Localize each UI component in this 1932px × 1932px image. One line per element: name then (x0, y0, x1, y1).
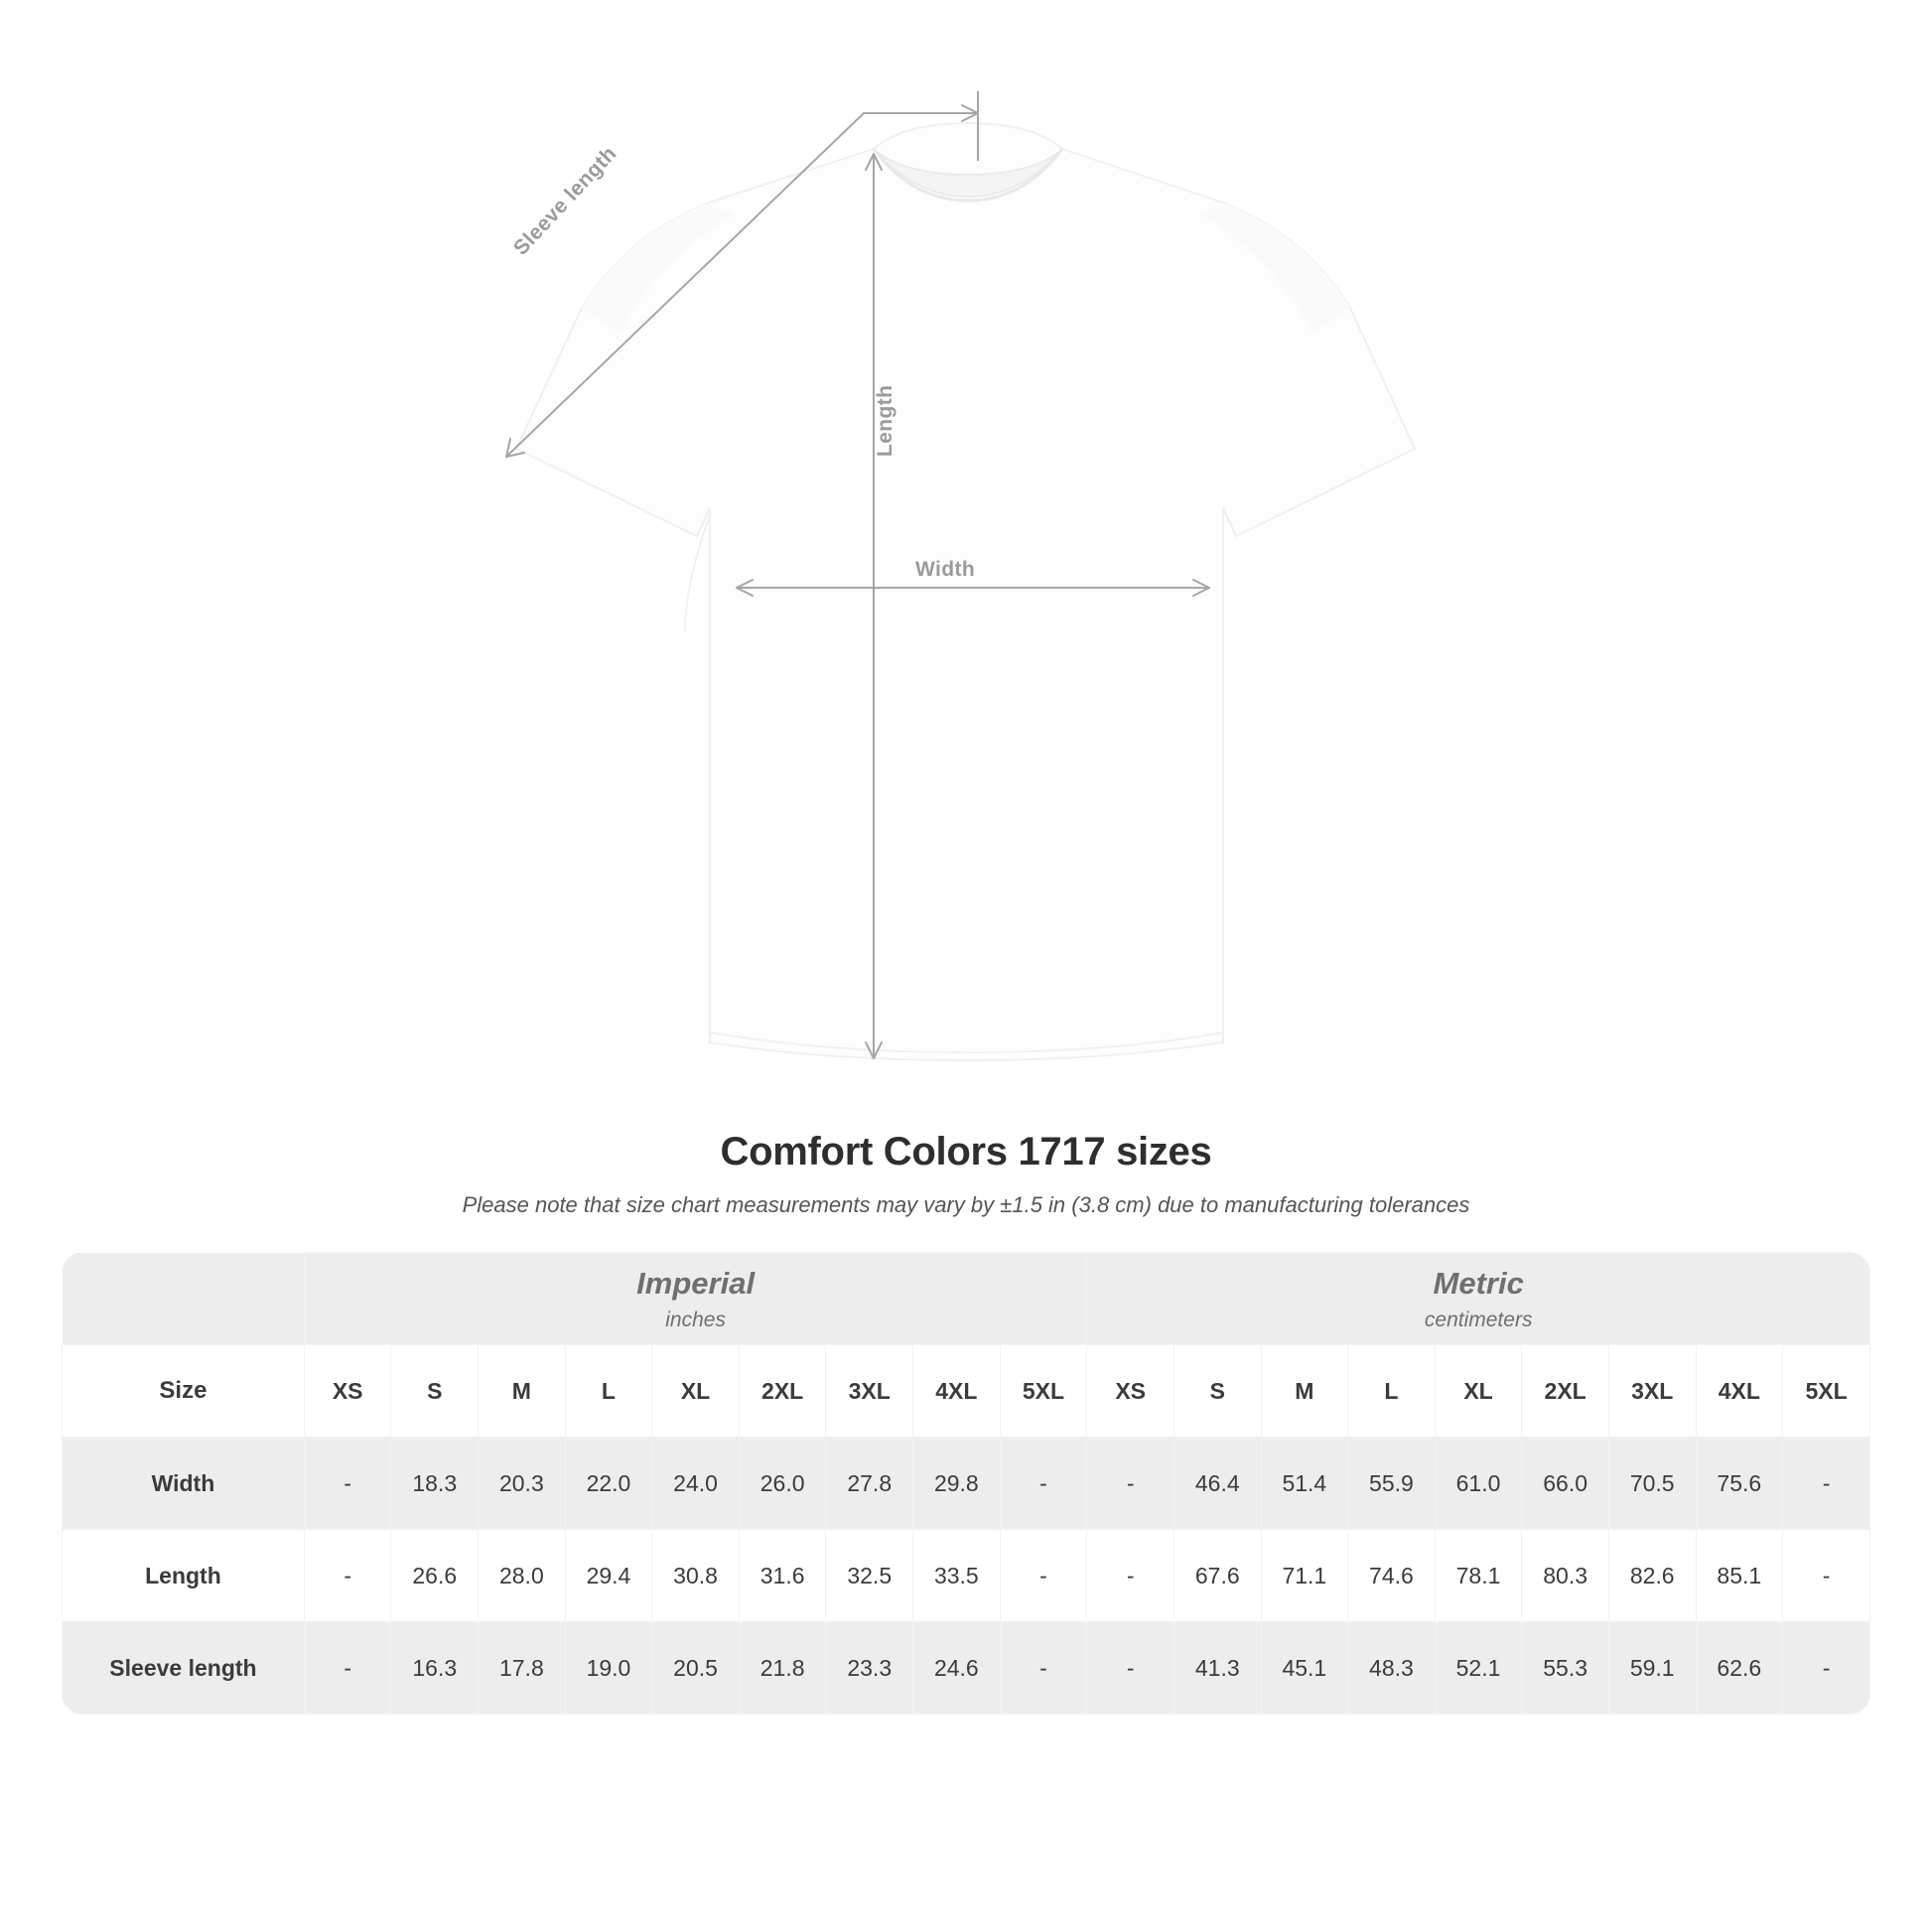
size-header-imperial-4xl: 4XL (913, 1345, 1001, 1438)
table-row (63, 1438, 1870, 1530)
table-corner-cell (63, 1253, 305, 1345)
cell-sleeve-metric-5xl: - (1783, 1622, 1870, 1715)
size-header-metric-4xl: 4XL (1696, 1345, 1783, 1438)
size-header-imperial-m: M (479, 1345, 566, 1438)
unit-header-row (63, 1253, 1870, 1345)
cell-length-imperial-2xl: 31.6 (739, 1530, 826, 1622)
size-header-imperial-xs: XS (304, 1345, 391, 1438)
row-label-width: Width (63, 1438, 305, 1530)
cell-sleeve-metric-4xl: 62.6 (1696, 1622, 1783, 1715)
cell-sleeve-metric-l: 48.3 (1348, 1622, 1436, 1715)
row-label-length: Length (63, 1530, 305, 1622)
row-label-sleeve-length: Sleeve length (63, 1622, 305, 1715)
cell-sleeve-imperial-5xl: - (1000, 1622, 1087, 1715)
size-header-label: Size (63, 1345, 305, 1438)
cell-width-metric-4xl: 75.6 (1696, 1438, 1783, 1530)
metric-unit-sub: centimeters (1424, 1308, 1533, 1331)
cell-length-metric-4xl: 85.1 (1696, 1530, 1783, 1622)
table-row (63, 1622, 1870, 1715)
cell-length-imperial-5xl: - (1000, 1530, 1087, 1622)
size-header-imperial-3xl: 3XL (826, 1345, 913, 1438)
cell-width-imperial-m: 20.3 (479, 1438, 566, 1530)
size-header-imperial-2xl: 2XL (739, 1345, 826, 1438)
cell-sleeve-imperial-2xl: 21.8 (739, 1622, 826, 1715)
cell-length-metric-xl: 78.1 (1435, 1530, 1522, 1622)
imperial-unit-cell (304, 1253, 1086, 1345)
size-header-row (63, 1345, 1870, 1438)
imperial-unit-name: Imperial (636, 1265, 756, 1301)
tshirt-shape (516, 123, 1415, 1060)
cell-length-imperial-4xl: 33.5 (913, 1530, 1001, 1622)
cell-length-imperial-xl: 30.8 (652, 1530, 740, 1622)
imperial-unit-sub: inches (665, 1308, 726, 1331)
cell-sleeve-imperial-m: 17.8 (479, 1622, 566, 1715)
cell-width-imperial-2xl: 26.0 (739, 1438, 826, 1530)
cell-sleeve-imperial-xl: 20.5 (652, 1622, 740, 1715)
cell-width-metric-s: 46.4 (1173, 1438, 1261, 1530)
cell-length-metric-l: 74.6 (1348, 1530, 1436, 1622)
tolerance-note: Please note that size chart measurements may vary by ±1.5 in (3.8 cm) due to manufacturing tolerances (462, 1192, 1470, 1217)
cell-length-imperial-s: 26.6 (391, 1530, 479, 1622)
size-table-wrapper (62, 1252, 1870, 1715)
table-row (63, 1530, 1870, 1622)
cell-length-imperial-3xl: 32.5 (826, 1530, 913, 1622)
cell-width-imperial-xs: - (304, 1438, 391, 1530)
cell-width-metric-3xl: 70.5 (1608, 1438, 1696, 1530)
cell-width-metric-m: 51.4 (1261, 1438, 1348, 1530)
cell-sleeve-imperial-3xl: 23.3 (826, 1622, 913, 1715)
cell-sleeve-metric-3xl: 59.1 (1608, 1622, 1696, 1715)
metric-unit-name: Metric (1433, 1265, 1524, 1301)
cell-sleeve-metric-2xl: 55.3 (1522, 1622, 1609, 1715)
size-header-metric-xs: XS (1087, 1345, 1174, 1438)
cell-width-metric-l: 55.9 (1348, 1438, 1436, 1530)
cell-length-metric-2xl: 80.3 (1522, 1530, 1609, 1622)
metric-unit-cell (1087, 1253, 1870, 1345)
size-header-imperial-l: L (565, 1345, 652, 1438)
cell-sleeve-metric-xl: 52.1 (1435, 1622, 1522, 1715)
size-header-metric-3xl: 3XL (1608, 1345, 1696, 1438)
title-block (0, 1130, 1932, 1218)
cell-width-imperial-s: 18.3 (391, 1438, 479, 1530)
cell-width-imperial-4xl: 29.8 (913, 1438, 1001, 1530)
size-header-imperial-s: S (391, 1345, 479, 1438)
cell-width-metric-2xl: 66.0 (1522, 1438, 1609, 1530)
cell-length-metric-xs: - (1087, 1530, 1174, 1622)
cell-length-metric-5xl: - (1783, 1530, 1870, 1622)
size-header-metric-xl: XL (1435, 1345, 1522, 1438)
length-label: Length (874, 384, 897, 457)
width-label: Width (915, 558, 976, 581)
cell-length-metric-s: 67.6 (1173, 1530, 1261, 1622)
size-header-imperial-xl: XL (652, 1345, 740, 1438)
cell-width-imperial-l: 22.0 (565, 1438, 652, 1530)
cell-sleeve-imperial-l: 19.0 (565, 1622, 652, 1715)
cell-length-imperial-l: 29.4 (565, 1530, 652, 1622)
cell-length-imperial-xs: - (304, 1530, 391, 1622)
size-header-metric-l: L (1348, 1345, 1436, 1438)
cell-length-imperial-m: 28.0 (479, 1530, 566, 1622)
size-header-imperial-5xl: 5XL (1000, 1345, 1087, 1438)
size-header-metric-5xl: 5XL (1783, 1345, 1870, 1438)
cell-sleeve-metric-m: 45.1 (1261, 1622, 1348, 1715)
cell-length-metric-3xl: 82.6 (1608, 1530, 1696, 1622)
size-header-metric-m: M (1261, 1345, 1348, 1438)
cell-width-metric-xl: 61.0 (1435, 1438, 1522, 1530)
size-table (62, 1252, 1870, 1715)
cell-width-imperial-5xl: - (1000, 1438, 1087, 1530)
sleeve-length-label: Sleeve length (509, 142, 621, 260)
cell-sleeve-imperial-4xl: 24.6 (913, 1622, 1001, 1715)
cell-width-metric-5xl: - (1783, 1438, 1870, 1530)
size-header-metric-s: S (1173, 1345, 1261, 1438)
size-header-metric-2xl: 2XL (1522, 1345, 1609, 1438)
cell-sleeve-imperial-s: 16.3 (391, 1622, 479, 1715)
cell-width-imperial-xl: 24.0 (652, 1438, 740, 1530)
page-title: Comfort Colors 1717 sizes (720, 1130, 1212, 1173)
cell-sleeve-imperial-xs: - (304, 1622, 391, 1715)
cell-width-imperial-3xl: 27.8 (826, 1438, 913, 1530)
cell-length-metric-m: 71.1 (1261, 1530, 1348, 1622)
cell-width-metric-xs: - (1087, 1438, 1174, 1530)
cell-sleeve-metric-s: 41.3 (1173, 1622, 1261, 1715)
cell-sleeve-metric-xs: - (1087, 1622, 1174, 1715)
